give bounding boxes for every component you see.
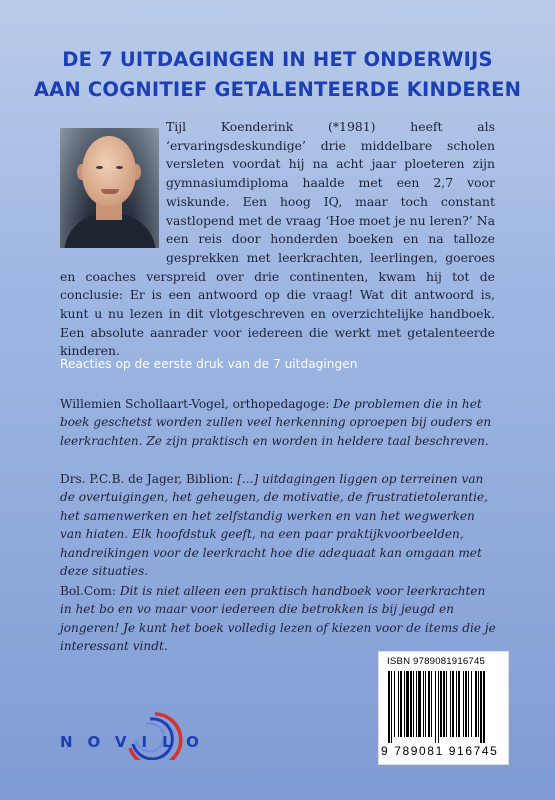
review-2	[60, 470, 500, 580]
review-author: Drs. P.C.B. de Jager, Biblion:	[60, 472, 238, 486]
isbn-barcode	[378, 651, 509, 765]
review-quote: De problemen die in het boek geschetst worden zullen veel herkenning oproepen bij ouders en leerkrachten. Ze zijn praktisch en worden in heldere taal beschreven.	[60, 397, 492, 448]
barcode-icon	[388, 671, 499, 743]
reviews-heading: Reacties op de eerste druk van de 7 uitdagingen	[60, 357, 358, 371]
review-1	[60, 395, 500, 450]
author-bio	[60, 118, 495, 361]
publisher-name: NOVILO	[60, 733, 214, 751]
review-quote: [...] uitdagingen liggen op terreinen van de overtuigingen, het geheugen, de motivatie, de frustratietolerantie, het samenwerken en het zelfstandig werken en van het wegwerken van hiaten. Elk hoofdstuk geeft, na een paar praktijkvoorbeelden, handreikingen voor de leerkracht hoe die adequaat kan omgaan met deze situaties.	[60, 472, 488, 579]
title-line-1: DE 7 UITDAGINGEN IN HET ONDERWIJS	[62, 48, 493, 71]
book-title	[0, 45, 555, 105]
author-bio-text: Tijl Koenderink (*1981) heeft als ‘ervaringsdeskundige’ drie middelbare scholen versleten voordat hij na acht jaar ploeteren zijn gymnasiumdiploma haalde met een 2,7 voor wiskunde. Een hoog IQ, maar toch constant vastlopend met de vraag ‘Hoe moet je nu leren?’ Na een reis door honderden boeken en na talloze gesprekken met leerkrachten, leerlingen, goeroes en coaches verspreid over drie continenten, kwam hij tot de conclusie: Er is een antwoord op die vraag! Wat dit antwoord is, kunt u nu lezen in dit vlotgeschreven en overzichtelijke handboek. Een absolute aanrader voor iedereen die werkt met getalenteerde kinderen.	[60, 119, 495, 359]
review-author: Willemien Schollaart-Vogel, orthopedagoge:	[60, 397, 334, 411]
isbn-label: ISBN 9789081916745	[387, 656, 486, 667]
review-3	[60, 582, 500, 656]
barcode-digits: 9 789081 916745	[381, 744, 499, 758]
review-author: Bol.Com:	[60, 584, 120, 598]
title-line-2: AAN COGNITIEF GETALENTEERDE KINDEREN	[33, 78, 522, 101]
publisher-logo-icon	[58, 700, 223, 760]
review-quote: Dit is niet alleen een praktisch handboek voor leerkrachten in het bo en vo maar voor iedereen die betrokken is bij jeugd en jongeren! Je kunt het boek volledig lezen of kiezen voor de items die je interessant vindt.	[60, 584, 496, 654]
